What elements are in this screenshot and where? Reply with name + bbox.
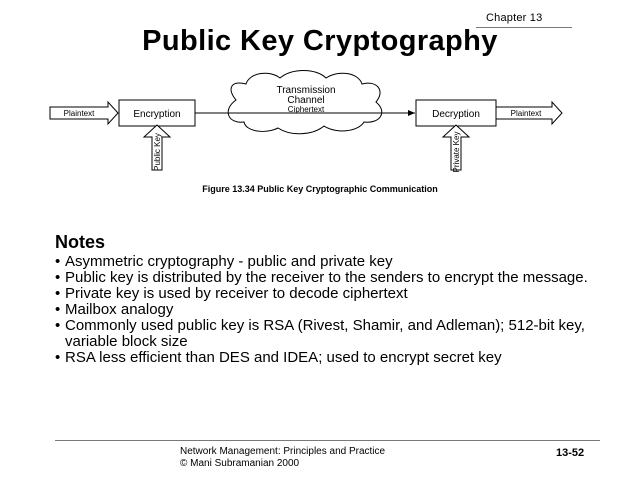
notes-list [55,254,630,366]
encryption-label: Encryption [133,109,181,120]
footer-divider [55,440,600,441]
notes-item: • RSA less efficient than DES and IDEA; used to encrypt secret key [55,350,630,366]
notes-heading: Notes [55,232,106,252]
flow-arrowhead [408,110,415,116]
page-number: 13-52 [556,447,585,459]
private-key-label: Private Key [452,131,461,173]
footer-copyright: © Mani Subramanian 2000 [180,458,300,469]
transmission-label-1: Transmission [276,85,336,96]
chapter-label: Chapter 13 [486,12,543,24]
transmission-label-2: Channel [287,95,325,106]
notes-item: • Commonly used public key is RSA (Rivest, Shamir, and Adleman); 512-bit key, variable block size [55,318,630,350]
plaintext-input-label: Plaintext [63,109,95,118]
ciphertext-label: Ciphertext [287,105,325,114]
page-title: Public Key Cryptography [142,25,498,57]
notes-item: • Private key is used by receiver to decode ciphertext [55,286,630,302]
figure-caption: Figure 13.34 Public Key Cryptographic Communication [202,184,438,194]
footer-book-title: Network Management: Principles and Practice [180,446,386,457]
notes-item: • Asymmetric cryptography - public and private key [55,254,630,270]
cryptography-diagram [0,0,640,200]
plaintext-output-label: Plaintext [510,109,542,118]
decryption-label: Decryption [432,109,480,120]
footer-credits [180,446,385,470]
notes-item: • Mailbox analogy [55,302,630,318]
notes-item: • Public key is distributed by the receiver to the senders to encrypt the message. [55,270,630,286]
public-key-label: Public Key [153,133,162,171]
